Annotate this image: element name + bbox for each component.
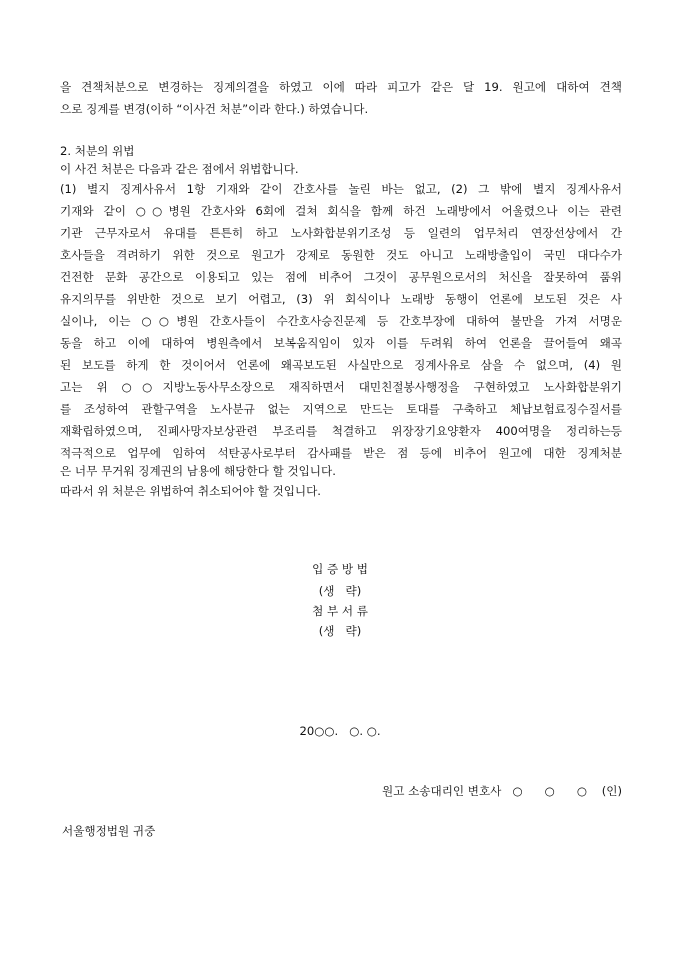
body-line-13: 적극적으로 업무에 임하여 석탄공사로부터 감사패를 받은 점 등에 비추어 원고에 대한 징계처분 (60, 446, 622, 460)
body-line-4: 호사들을 격려하기 위한 것으로 원고가 강제로 동원한 것도 아니고 노래방출입이 국민 대다수가 (60, 248, 622, 262)
body-line-11: 를 조성하여 관할구역을 노사분규 없는 지역으로 만드는 토대를 구축하고 체납보험료징수질서를 (60, 402, 622, 416)
documents-title: 첨 부 서 류 (312, 604, 368, 618)
documents-note: (생 략) (318, 624, 362, 638)
body-line-8: 동을 하고 이에 대하여 병원측에서 보복움직임이 있자 이를 두려워 하여 언론을 끌어들여 왜곡 (60, 336, 622, 350)
body-line-2: 기재와 같이 ○○병원 간호사와 6회에 걸쳐 회식을 함께 하건 노래방에서 어울렸으나 이는 관련 (60, 204, 622, 218)
body-line-3: 기관 근무자로서 유대를 튼튼히 하고 노사화합분위기조성 등 일련의 업무처리 연장선상에서 간 (60, 226, 622, 240)
body-line-7: 실이나, 이는 ○○병원 간호사들이 수간호사승진문제 등 간호부장에 대하여 불만을 가져 서명운 (60, 314, 622, 328)
body-line-9: 된 보도를 하게 한 것이어서 언론에 왜곡보도된 사실만으로 징계사유로 삼을 수 없으며, (4) 원 (60, 358, 622, 372)
court-addressee: 서울행정법원 귀중 (62, 824, 156, 838)
intro-line-1: 을 견책처분으로 변경하는 징계의결을 하였고 이에 따라 피고가 같은 달 19. 원고에 대하여 견책 (60, 80, 622, 94)
body-line-12: 재확립하였으며, 진폐사망자보상관련 부조리를 척결하고 위장장기요양환자 400여명을 정리하는등 (60, 424, 622, 438)
attorney-signature: 원고 소송대리인 변호사 ○ ○ ○ (인) (382, 784, 622, 798)
section-heading: 2. 처분의 위법 (60, 144, 135, 158)
body-line-6: 유지의무를 위반한 것으로 보기 어렵고, (3) 위 회식이나 노래방 동행이 언론에 보도된 것은 사 (60, 292, 622, 306)
body-line-1: (1) 별지 징계사유서 1항 기재와 같이 간호사를 놀린 바는 없고, (2) 그 밖에 별지 징계사유서 (60, 182, 622, 196)
evidence-title: 입 증 방 법 (312, 562, 368, 576)
section-lead: 이 사건 처분은 다음과 같은 점에서 위법합니다. (60, 162, 299, 176)
intro-line-2: 으로 징계를 변경(이하 “이사건 처분”이라 한다.) 하였습니다. (60, 102, 369, 116)
body-line-5: 건전한 문화 공간으로 이용되고 있는 점에 비추어 그것이 공무원으로서의 처신을 잘못하여 품위 (60, 270, 622, 284)
body-line-10: 고는 위 ○○지방노동사무소장으로 재직하면서 대민친절봉사행정을 구현하였고 노사화합분위기 (60, 380, 622, 394)
evidence-note: (생 략) (318, 584, 362, 598)
body-line-14: 은 너무 무거워 징계권의 남용에 해당한다 할 것입니다. (60, 464, 336, 478)
conclusion: 따라서 위 처분은 위법하여 취소되어야 할 것입니다. (60, 484, 321, 498)
filing-date: 20○○. ○. ○. (299, 724, 381, 738)
